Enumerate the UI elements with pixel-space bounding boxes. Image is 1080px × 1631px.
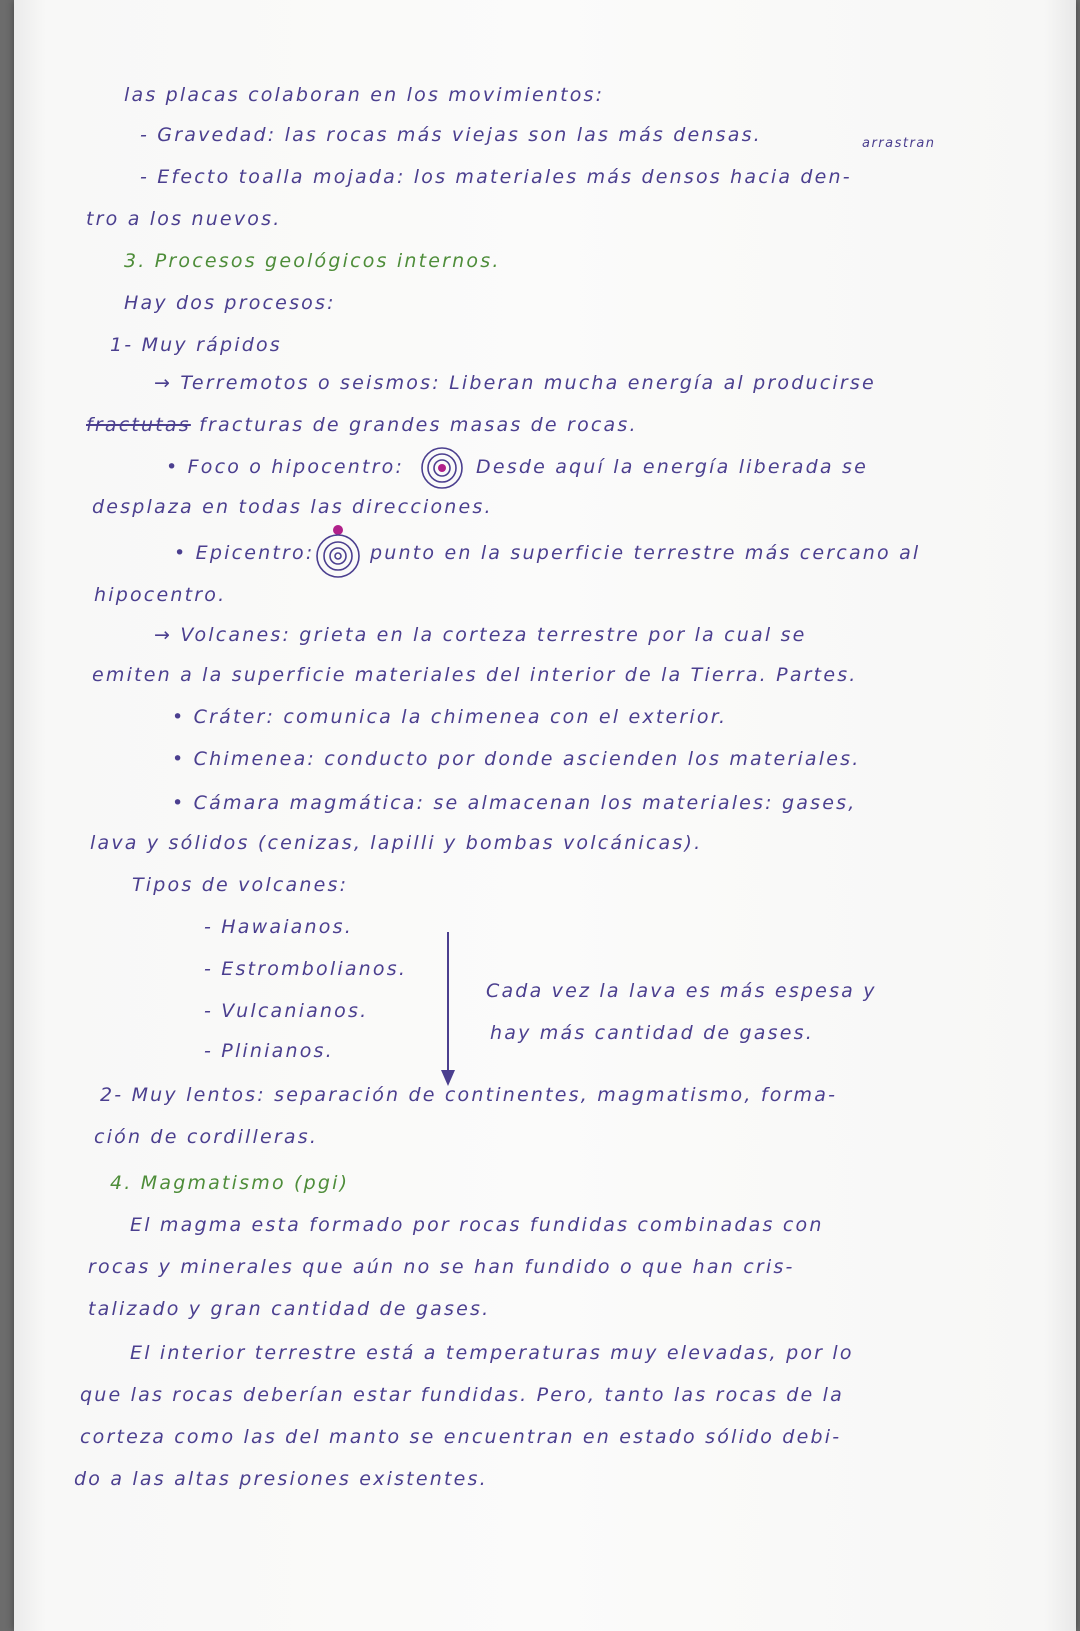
text-line: corteza como las del manto se encuentran en estado sólido debi- [80,1426,842,1448]
text-line: • Epicentro: [174,542,315,564]
list-item: - Estrombolianos. [204,958,408,980]
text-line: Tipos de volcanes: [132,874,349,896]
text-line: → Volcanes: grieta en la corteza terrestre por la cual se [154,624,807,646]
text-line: Desde aquí la energía liberada se [476,456,868,478]
text-line: - Efecto toalla mojada: los materiales más densos hacia den- [140,166,852,188]
list-item: - Vulcanianos. [204,1000,369,1022]
text-line: hipocentro. [94,584,227,606]
text-line: punto en la superficie terrestre más cercano al [370,542,921,564]
text-line: Hay dos procesos: [124,292,336,314]
text-line: • Cráter: comunica la chimenea con el exterior. [172,706,728,728]
text-line: que las rocas deberían estar fundidas. Pero, tanto las rocas de la [80,1384,844,1406]
text-line [86,414,638,436]
text-line: las placas colaboran en los movimientos: [124,84,605,106]
text-line: rocas y minerales que aún no se han fundido o que han cris- [88,1256,795,1278]
text-line: El interior terrestre está a temperaturas muy elevadas, por lo [130,1342,854,1364]
text-line: do a las altas presiones existentes. [74,1468,488,1490]
text-line: ción de cordilleras. [94,1126,319,1148]
text-line: Cada vez la lava es más espesa y [486,980,877,1002]
text-line: • Chimenea: conducto por donde ascienden los materiales. [172,748,861,770]
text-line: desplaza en todas las direcciones. [92,496,493,518]
text-line: El magma esta formado por rocas fundidas combinadas con [130,1214,824,1236]
hypocenter-icon [420,446,464,490]
text-line: emiten a la superficie materiales del interior de la Tierra. Partes. [92,664,858,686]
text-span: fracturas de grandes masas de rocas. [199,414,638,436]
text-line: • Foco o hipocentro: [166,456,405,478]
text-line: • Cámara magmática: se almacenan los materiales: gases, [172,792,857,814]
text-line: → Terremotos o seismos: Liberan mucha energía al producirse [154,372,876,394]
list-item: - Hawaianos. [204,916,353,938]
text-line: 2- Muy lentos: separación de continentes, magmatismo, forma- [100,1084,838,1106]
text-line: hay más cantidad de gases. [490,1022,814,1044]
superscript-note: arrastran [862,136,936,151]
list-item: - Plinianos. [204,1040,334,1062]
down-arrow-icon [436,930,460,1090]
notebook-page [14,0,1076,1631]
text-line: 1- Muy rápidos [110,334,282,356]
epicenter-icon [314,522,362,578]
section-heading: 3. Procesos geológicos internos. [124,250,501,272]
text-line: tro a los nuevos. [86,208,282,230]
text-line: lava y sólidos (cenizas, lapilli y bombas volcánicas). [90,832,703,854]
text-line: talizado y gran cantidad de gases. [88,1298,491,1320]
section-heading: 4. Magmatismo (pgi) [110,1172,350,1194]
struck-word: fractutas [86,414,191,436]
text-line: - Gravedad: las rocas más viejas son las más densas. [140,124,762,146]
